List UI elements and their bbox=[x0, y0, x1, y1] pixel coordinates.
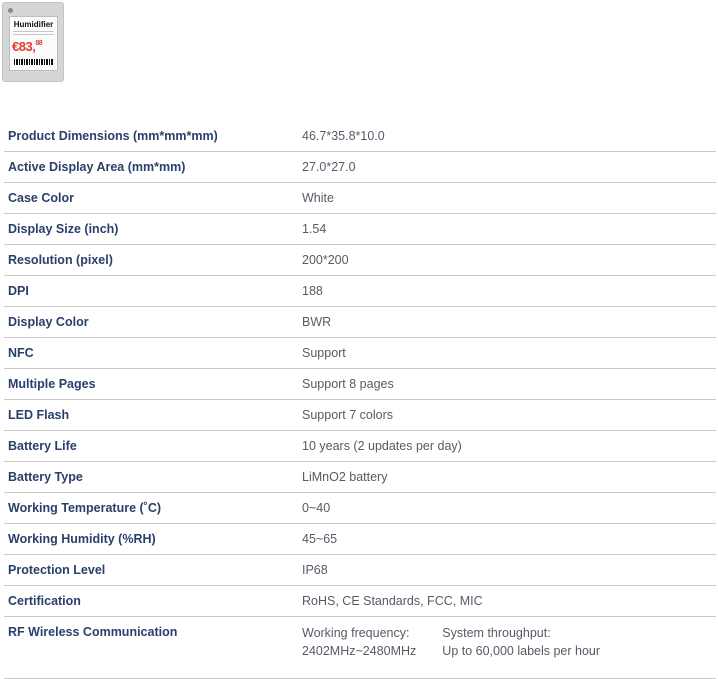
spec-value: 188 bbox=[302, 276, 716, 307]
table-row bbox=[4, 338, 716, 369]
spec-label: Product Dimensions (mm*mm*mm) bbox=[4, 121, 302, 152]
spec-value: 200*200 bbox=[302, 245, 716, 276]
spec-value: Support bbox=[302, 338, 716, 369]
table-row bbox=[4, 462, 716, 493]
thumbnail-title: Humidifier bbox=[13, 20, 54, 29]
thumbnail-price-main: €83, bbox=[12, 39, 36, 54]
rf-frequency-label: Working frequency: bbox=[302, 626, 410, 640]
spec-value: White bbox=[302, 183, 716, 214]
spec-value: Support 7 colors bbox=[302, 400, 716, 431]
spec-label: Active Display Area (mm*mm) bbox=[4, 152, 302, 183]
thumbnail-price bbox=[12, 39, 42, 54]
table-row bbox=[4, 586, 716, 617]
spec-label: Display Color bbox=[4, 307, 302, 338]
spec-label: DPI bbox=[4, 276, 302, 307]
thumbnail-led-dot bbox=[8, 8, 13, 13]
spec-label: Resolution (pixel) bbox=[4, 245, 302, 276]
rf-frequency-value: 2402MHz~2480MHz bbox=[302, 644, 417, 658]
spec-value: RoHS, CE Standards, FCC, MIC bbox=[302, 586, 716, 617]
spec-label: Multiple Pages bbox=[4, 369, 302, 400]
table-row bbox=[4, 307, 716, 338]
spec-value: 45~65 bbox=[302, 524, 716, 555]
spec-value: 10 years (2 updates per day) bbox=[302, 431, 716, 462]
spec-value: 46.7*35.8*10.0 bbox=[302, 121, 716, 152]
spec-label: Display Size (inch) bbox=[4, 214, 302, 245]
spec-value: 0~40 bbox=[302, 493, 716, 524]
spec-label: Working Temperature (˚C) bbox=[4, 493, 302, 524]
spec-value: 27.0*27.0 bbox=[302, 152, 716, 183]
esl-screen bbox=[9, 16, 58, 71]
table-row bbox=[4, 369, 716, 400]
table-row bbox=[4, 431, 716, 462]
spec-label: Protection Level bbox=[4, 555, 302, 586]
barcode-icon bbox=[14, 59, 53, 65]
table-row bbox=[4, 276, 716, 307]
spec-value: BWR bbox=[302, 307, 716, 338]
spec-table bbox=[4, 121, 716, 679]
table-row bbox=[4, 524, 716, 555]
table-row bbox=[4, 400, 716, 431]
rf-throughput-label: System throughput: bbox=[442, 626, 551, 640]
spec-label: RF Wireless Communication bbox=[4, 617, 302, 679]
spec-label: Battery Life bbox=[4, 431, 302, 462]
spec-label: LED Flash bbox=[4, 400, 302, 431]
table-row bbox=[4, 245, 716, 276]
table-row bbox=[4, 493, 716, 524]
spec-label: NFC bbox=[4, 338, 302, 369]
spec-label: Certification bbox=[4, 586, 302, 617]
thumbnail-text-line bbox=[13, 34, 54, 35]
spec-label: Working Humidity (%RH) bbox=[4, 524, 302, 555]
rf-throughput-value: Up to 60,000 labels per hour bbox=[442, 644, 601, 658]
thumbnail-price-cents: 88 bbox=[35, 40, 43, 47]
spec-value: 1.54 bbox=[302, 214, 716, 245]
spec-value-rf bbox=[302, 617, 716, 679]
spec-label: Battery Type bbox=[4, 462, 302, 493]
spec-value: LiMnO2 battery bbox=[302, 462, 716, 493]
rf-frequency bbox=[302, 624, 416, 660]
spec-value: Support 8 pages bbox=[302, 369, 716, 400]
table-row bbox=[4, 152, 716, 183]
spec-label: Case Color bbox=[4, 183, 302, 214]
spec-value: IP68 bbox=[302, 555, 716, 586]
table-row bbox=[4, 555, 716, 586]
product-thumbnail[interactable] bbox=[2, 2, 64, 82]
table-row bbox=[4, 183, 716, 214]
table-row bbox=[4, 121, 716, 152]
table-row bbox=[4, 214, 716, 245]
table-row-rf bbox=[4, 617, 716, 679]
thumbnail-text-line bbox=[13, 31, 54, 32]
rf-throughput bbox=[442, 624, 600, 660]
